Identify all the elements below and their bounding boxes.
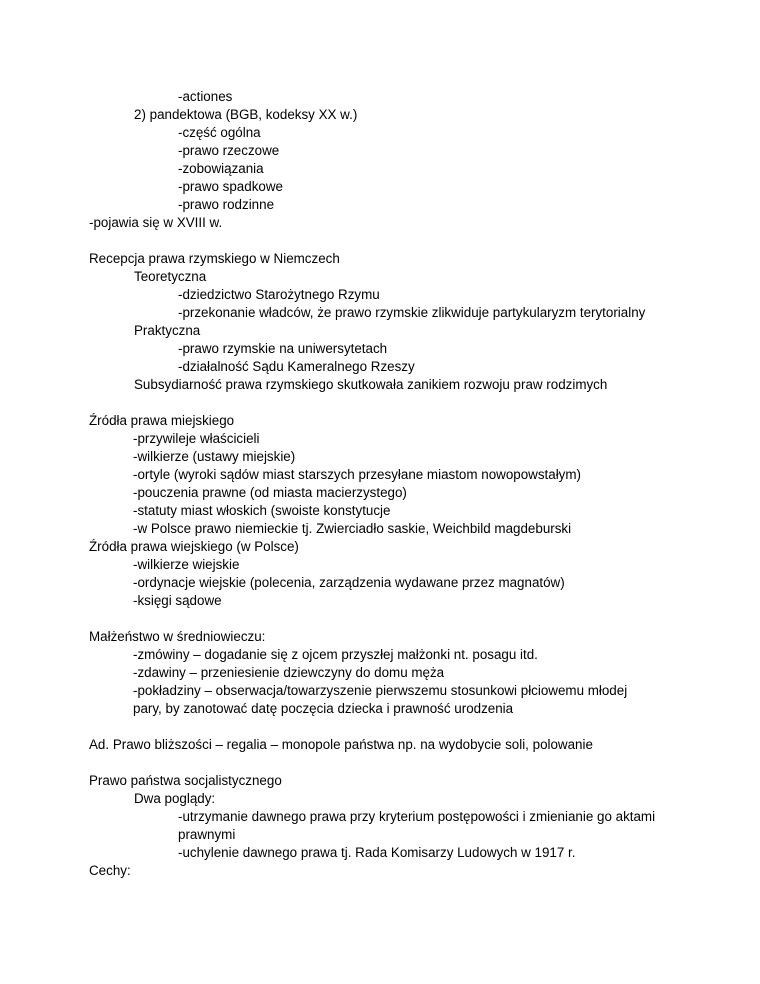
text-line: -statuty miast włoskich (swoiste konstytucje — [133, 503, 391, 518]
text-line: -actiones — [178, 89, 233, 104]
text-line: -prawo rzeczowe — [178, 143, 280, 158]
text-line: -zobowiązania — [178, 161, 264, 176]
section-heading: Małżeństwo w średniowieczu: — [89, 629, 266, 644]
text-line: Praktyczna — [134, 323, 201, 338]
text-line: 2) pandektowa (BGB, kodeksy XX w.) — [134, 107, 358, 122]
text-line: -wilkierze wiejskie — [133, 557, 240, 572]
text-line: Subsydiarność prawa rzymskiego skutkowała zanikiem rozwoju praw rodzimych — [134, 377, 608, 392]
text-line: -prawo rzymskie na uniwersytetach — [178, 341, 388, 356]
text-line: -prawo rodzinne — [178, 197, 275, 212]
text-line: Dwa poglądy: — [134, 791, 216, 806]
text-line: Teoretyczna — [134, 269, 207, 284]
text-line: -działalność Sądu Kameralnego Rzeszy — [178, 359, 415, 374]
text-line: -zdawiny – przeniesienie dziewczyny do domu męża — [133, 665, 445, 680]
text-line: -pokładziny – obserwacja/towarzyszenie pierwszemu stosunkowi płciowemu młodej — [133, 683, 628, 698]
text-line: -utrzymanie dawnego prawa przy kryterium postępowości i zmienianie go aktami — [178, 809, 656, 824]
text-line: -przywileje właścicieli — [133, 431, 260, 446]
section-heading: Cechy: — [89, 863, 131, 878]
text-line: prawnymi — [178, 827, 236, 842]
text-line: pary, by zanotować datę poczęcia dziecka i prawność urodzenia — [133, 701, 514, 716]
section-heading: Prawo państwa socjalistycznego — [89, 773, 282, 788]
text-line: -pouczenia prawne (od miasta macierzystego) — [133, 485, 407, 500]
section-heading: Recepcja prawa rzymskiego w Niemczech — [89, 251, 340, 266]
text-line: -wilkierze (ustawy miejskie) — [133, 449, 296, 464]
text-line: -dziedzictwo Starożytnego Rzymu — [178, 287, 380, 302]
section-heading: Źródła prawa wiejskiego (w Polsce) — [89, 539, 299, 554]
text-line: -ortyle (wyroki sądów miast starszych przesyłane miastom nowopowstałym) — [133, 467, 581, 482]
text-line: -w Polsce prawo niemieckie tj. Zwierciadło saskie, Weichbild magdeburski — [133, 521, 572, 536]
text-line: -pojawia się w XVIII w. — [89, 215, 223, 230]
text-line: -ordynacje wiejskie (polecenia, zarządzenia wydawane przez magnatów) — [133, 575, 565, 590]
text-line: -uchylenie dawnego prawa tj. Rada Komisarzy Ludowych w 1917 r. — [178, 845, 576, 860]
text-line: -przekonanie władców, że prawo rzymskie zlikwiduje partykularyzm terytorialny — [178, 305, 646, 320]
text-line: -zmówiny – dogadanie się z ojcem przyszłej małżonki nt. posagu itd. — [133, 647, 538, 662]
text-line: -prawo spadkowe — [178, 179, 283, 194]
text-line: Ad. Prawo bliższości – regalia – monopole państwa np. na wydobycie soli, polowanie — [89, 737, 593, 752]
section-heading: Źródła prawa miejskiego — [89, 413, 235, 428]
text-line: -część ogólna — [178, 125, 261, 140]
text-line: -księgi sądowe — [133, 593, 222, 608]
